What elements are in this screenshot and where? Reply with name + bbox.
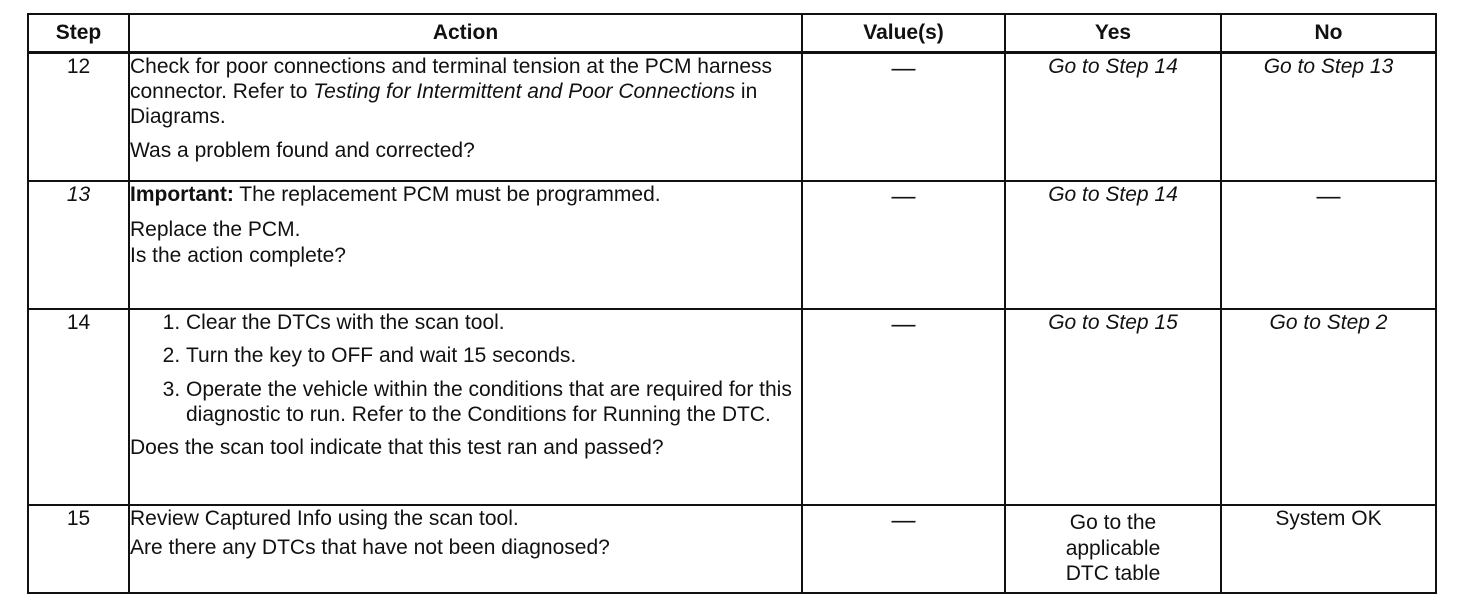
step-number: 12 xyxy=(28,53,129,181)
header-step: Step xyxy=(28,14,129,53)
table-row xyxy=(28,505,1436,593)
step-number: 15 xyxy=(28,505,129,593)
header-values: Value(s) xyxy=(802,14,1005,53)
table-row xyxy=(28,309,1436,505)
step-number: 13 xyxy=(28,181,129,309)
action-cell xyxy=(129,505,802,593)
no-result: Go to Step 2 xyxy=(1221,309,1436,505)
yes-result: Go to Step 14 xyxy=(1005,53,1221,181)
diagnostic-table xyxy=(27,13,1437,594)
value-cell: — xyxy=(802,53,1005,181)
list-item: 3. Operate the vehicle within the conditions that are required for this diagnostic to run. Refer to the Conditions for Running the DTC. xyxy=(186,377,801,427)
action-cell xyxy=(129,181,802,309)
step-number: 14 xyxy=(28,309,129,505)
header-row xyxy=(28,14,1436,53)
no-result: System OK xyxy=(1221,505,1436,593)
action-question: Was a problem found and corrected? xyxy=(130,138,475,162)
action-cell xyxy=(129,53,802,181)
action-text: Check for poor connections and terminal tension at the PCM harness connector. Refer to Testing for Intermittent and Poor Connections in Diagrams. xyxy=(130,55,773,129)
header-no: No xyxy=(1221,14,1436,53)
header-yes: Yes xyxy=(1005,14,1221,53)
no-result: Go to Step 13 xyxy=(1221,53,1436,181)
value-cell: — xyxy=(802,505,1005,593)
action-question: Is the action complete? xyxy=(130,243,346,267)
table-row xyxy=(28,53,1436,181)
list-item: 2. Turn the key to OFF and wait 15 seconds. xyxy=(186,343,801,369)
list-item: 1. Clear the DTCs with the scan tool. xyxy=(186,310,801,336)
procedure-list xyxy=(130,310,801,428)
action-question: Are there any DTCs that have not been diagnosed? xyxy=(130,536,610,560)
value-cell: — xyxy=(802,181,1005,309)
yes-result: Go to the applicable DTC table xyxy=(1005,505,1221,593)
reference-link-text: Testing for Intermittent and Poor Connections xyxy=(313,80,736,104)
action-question: Does the scan tool indicate that this test ran and passed? xyxy=(130,436,664,460)
important-note: Important: The replacement PCM must be programmed. xyxy=(130,182,661,206)
yes-result: Go to Step 14 xyxy=(1005,181,1221,309)
no-result: — xyxy=(1221,181,1436,309)
yes-result: Go to Step 15 xyxy=(1005,309,1221,505)
action-text: Replace the PCM. xyxy=(130,218,301,242)
action-cell xyxy=(129,309,802,505)
header-action: Action xyxy=(129,14,802,53)
important-label: Important: xyxy=(130,182,234,206)
value-cell: — xyxy=(802,309,1005,505)
action-text: Review Captured Info using the scan tool. xyxy=(130,506,519,530)
table-row xyxy=(28,181,1436,309)
